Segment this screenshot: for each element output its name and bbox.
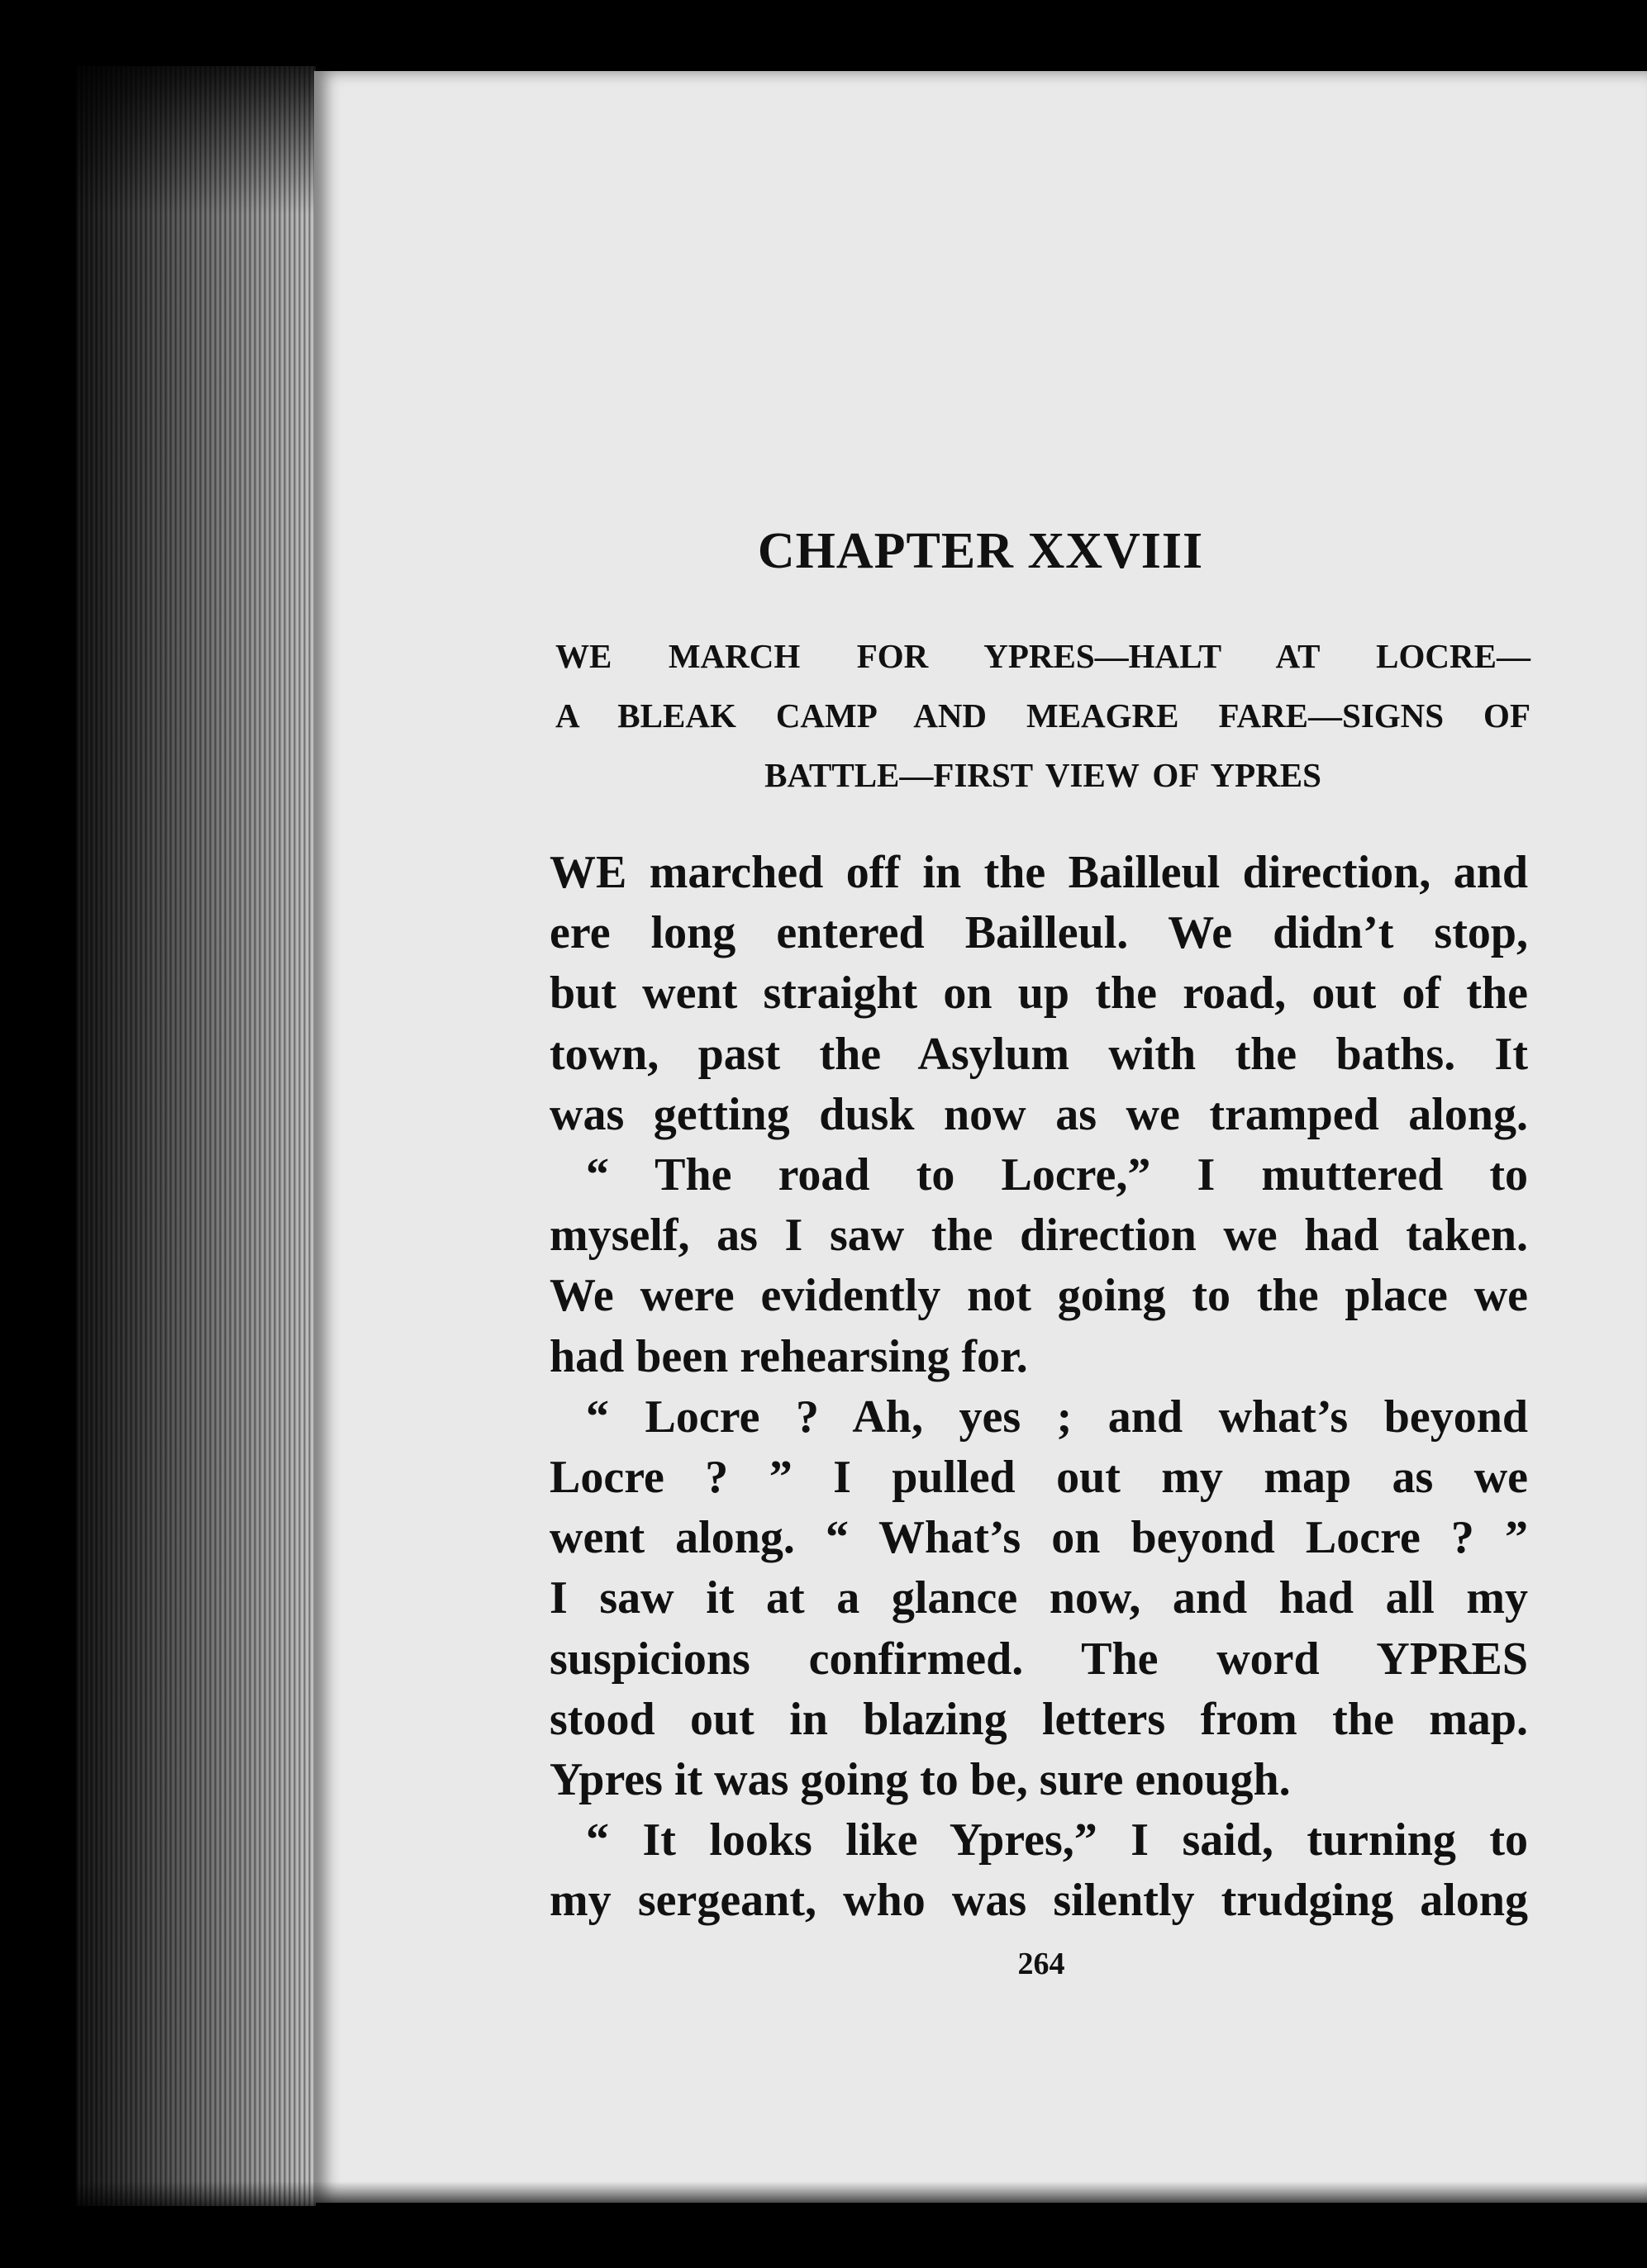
- text-line: We were evidently not going to the place we: [550, 1270, 1528, 1322]
- text-line: my sergeant, who was silently trudging along: [550, 1875, 1528, 1927]
- text-line: myself, as I saw the direction we had taken.: [550, 1210, 1528, 1262]
- page-edges: [76, 66, 316, 2206]
- subtitle-line: WE MARCH FOR YPRES—HALT AT LOCRE—: [555, 637, 1530, 675]
- text-line: had been rehearsing for.: [550, 1330, 1028, 1382]
- text-line: ere long entered Bailleul. We didn’t stop,: [550, 907, 1528, 959]
- body-text: [550, 843, 1528, 1932]
- text-line: town, past the Asylum with the baths. It: [550, 1028, 1528, 1080]
- text-line: Ypres it was going to be, sure enough.: [550, 1754, 1291, 1806]
- chapter-subtitle: [555, 626, 1530, 805]
- text-line: “ It looks like Ypres,” I said, turning to: [586, 1814, 1528, 1866]
- text-line: WE marched off in the Bailleul direction, and: [550, 847, 1528, 898]
- text-line: “ Locre ? Ah, yes ; and what’s beyond: [586, 1391, 1528, 1443]
- subtitle-line: A BLEAK CAMP AND MEAGRE FARE—SIGNS OF: [555, 697, 1530, 735]
- text-line: went along. “ What’s on beyond Locre ? ”: [550, 1512, 1528, 1564]
- page-bottom-shadow: [76, 2181, 1647, 2214]
- subtitle-line: BATTLE—FIRST VIEW OF YPRES: [764, 756, 1321, 794]
- text-line: I saw it at a glance now, and had all my: [550, 1572, 1528, 1624]
- page-number: 264: [1017, 1947, 1065, 1981]
- text-line: Locre ? ” I pulled out my map as we: [550, 1452, 1528, 1504]
- text-line: “ The road to Locre,” I muttered to: [586, 1149, 1528, 1201]
- chapter-title: CHAPTER XXVIII: [757, 523, 1204, 579]
- text-line: stood out in blazing letters from the map.: [550, 1693, 1528, 1745]
- text-line: was getting dusk now as we tramped along.: [550, 1088, 1528, 1140]
- text-line: but went straight on up the road, out of the: [550, 968, 1528, 1020]
- text-line: suspicions confirmed. The word YPRES: [550, 1633, 1528, 1685]
- edge-shadow: [76, 66, 316, 215]
